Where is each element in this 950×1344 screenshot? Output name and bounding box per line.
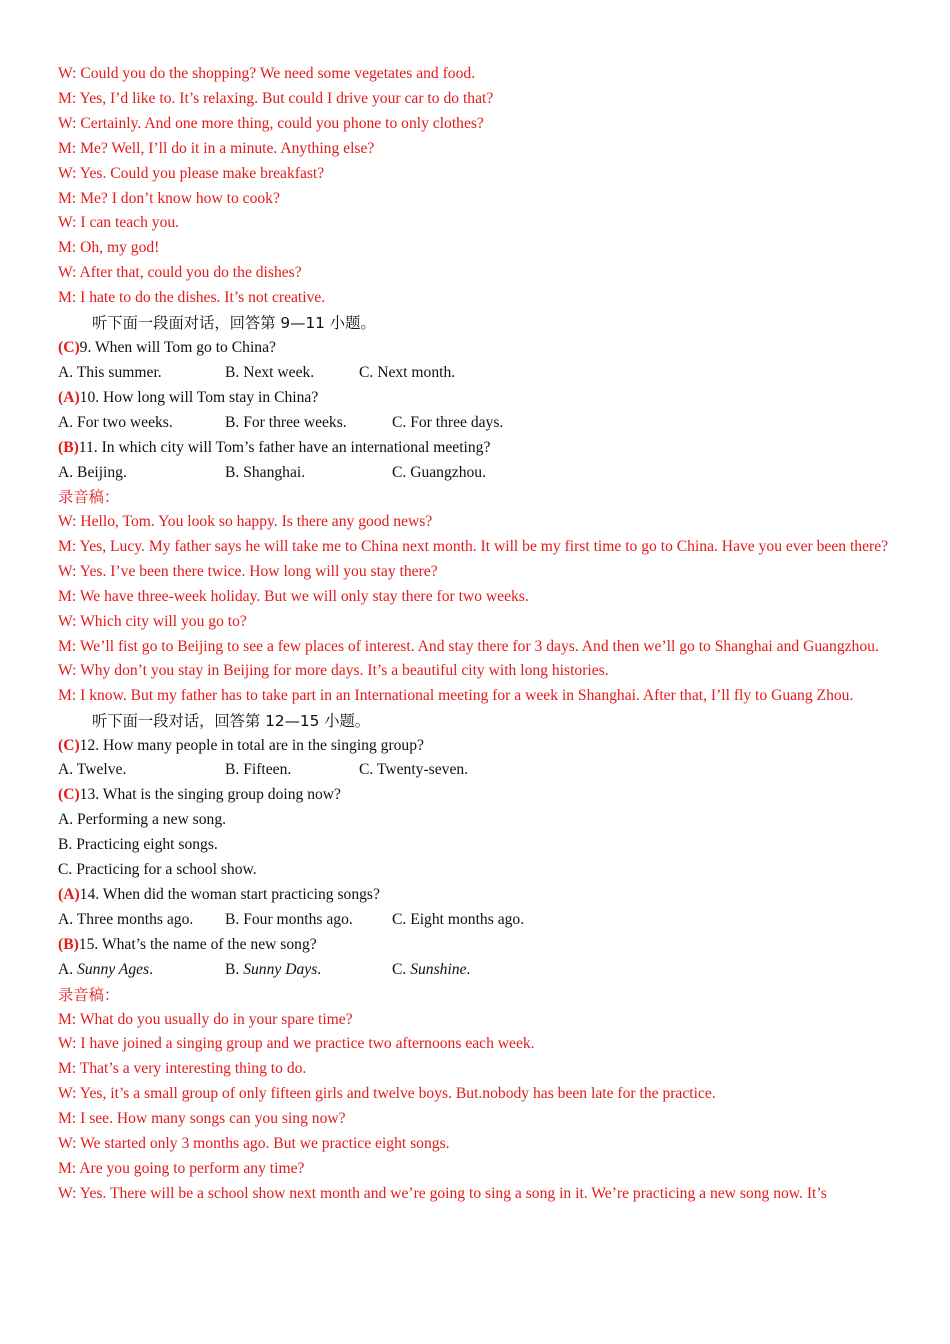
question-text: 9. When will Tom go to China? bbox=[79, 338, 276, 356]
options-row bbox=[58, 461, 891, 486]
question-15 bbox=[58, 933, 891, 958]
option-suffix: . bbox=[149, 960, 154, 978]
answer-key: (C) bbox=[58, 338, 80, 356]
transcript-line: M: Yes, I’d like to. It’s relaxing. But could I drive your car to do that? bbox=[58, 89, 494, 107]
transcript-line: W: Yes. There will be a school show next month and we’re going to sing a song in it. We’re practicing a new song now. It’s bbox=[58, 1184, 827, 1202]
option-c: C. Guangzhou. bbox=[392, 463, 486, 481]
option-suffix: . bbox=[317, 960, 322, 978]
answer-key: (B) bbox=[58, 935, 79, 953]
answer-key: (B) bbox=[58, 438, 79, 456]
question-text: 15. What’s the name of the new song? bbox=[78, 935, 317, 953]
transcript-line: M: I see. How many songs can you sing now? bbox=[58, 1110, 346, 1128]
transcript-line: W: Yes, it’s a small group of only fifteen girls and twelve boys. But.nobody has been late for the practice. bbox=[58, 1085, 716, 1103]
options-row bbox=[58, 361, 891, 386]
question-10 bbox=[58, 386, 891, 411]
options-row bbox=[58, 411, 891, 436]
transcript-line: W: Could you do the shopping? We need some vegetates and food. bbox=[58, 65, 476, 82]
question-text: 14. When did the woman start practicing songs? bbox=[79, 885, 380, 903]
transcript-line: M: Oh, my god! bbox=[58, 239, 160, 257]
option-c: C. Next month. bbox=[359, 363, 456, 381]
transcript-line: W: We started only 3 months ago. But we practice eight songs. bbox=[58, 1135, 450, 1153]
transcript-line: W: Certainly. And one more thing, could you phone to only clothes? bbox=[58, 114, 484, 132]
options-row bbox=[58, 958, 891, 983]
transcript-line: W: Why don’t you stay in Beijing for more days. It’s a beautiful city with long histories. bbox=[58, 662, 609, 680]
question-text: 10. How long will Tom stay in China? bbox=[79, 388, 319, 406]
transcript-line: W: Which city will you go to? bbox=[58, 612, 247, 630]
transcript-line: M: I hate to do the dishes. It’s not creative. bbox=[58, 289, 326, 307]
option-c: C. Twenty-seven. bbox=[359, 761, 469, 779]
transcript-line: M: What do you usually do in your spare time? bbox=[58, 1010, 353, 1028]
option-c bbox=[392, 958, 470, 983]
transcript-line: M: Me? I don’t know how to cook? bbox=[58, 189, 280, 207]
transcript-line: M: Are you going to perform any time? bbox=[58, 1159, 305, 1177]
option-b: B. For three weeks. bbox=[225, 413, 347, 431]
transcript-line: M: That’s a very interesting thing to do. bbox=[58, 1060, 307, 1078]
option-b: B. Four months ago. bbox=[225, 910, 353, 928]
script-label: 录音稿： bbox=[58, 985, 120, 1004]
transcript-line: M: I know. But my father has to take part in an International meeting for a week in Shanghai. After that, I’ll fly to Guang Zhou. bbox=[58, 687, 854, 705]
option-b: B. Shanghai. bbox=[225, 463, 306, 481]
question-14 bbox=[58, 883, 891, 908]
option-a: A. Three months ago. bbox=[58, 910, 194, 928]
answer-key: (A) bbox=[58, 388, 80, 406]
option-b: B. Practicing eight songs. bbox=[58, 836, 218, 854]
question-9 bbox=[58, 336, 891, 361]
question-11 bbox=[58, 436, 891, 461]
song-title: Sunny Ages bbox=[77, 960, 150, 978]
option-c: C. Practicing for a school show. bbox=[58, 861, 257, 879]
answer-key: (C) bbox=[58, 786, 80, 804]
answer-key: (C) bbox=[58, 736, 80, 754]
song-title: Sunny Days bbox=[243, 960, 318, 978]
answer-key: (A) bbox=[58, 885, 80, 903]
transcript-line: W: Yes. Could you please make breakfast? bbox=[58, 164, 325, 182]
transcript-line: M: Me? Well, I’ll do it in a minute. Anything else? bbox=[58, 139, 375, 157]
option-b: B. Next week. bbox=[225, 363, 315, 381]
option-prefix: C. bbox=[392, 960, 411, 978]
transcript-line: W: Hello, Tom. You look so happy. Is there any good news? bbox=[58, 513, 433, 531]
option-a: A. Beijing. bbox=[58, 463, 127, 481]
option-b: B. Fifteen. bbox=[225, 761, 292, 779]
question-text: 13. What is the singing group doing now? bbox=[79, 786, 341, 804]
transcript-line: W: After that, could you do the dishes? bbox=[58, 264, 302, 282]
option-prefix: B. bbox=[225, 960, 244, 978]
transcript-line: W: I can teach you. bbox=[58, 214, 180, 232]
song-title: Sunshine bbox=[410, 960, 467, 978]
option-c: C. For three days. bbox=[392, 413, 504, 431]
transcript-line: M: Yes, Lucy. My father says he will take me to China next month. It will be my first time to go to China. Have you ever been there? bbox=[58, 538, 889, 556]
question-13 bbox=[58, 783, 891, 808]
option-a: A. Performing a new song. bbox=[58, 811, 227, 829]
option-suffix: . bbox=[466, 960, 471, 978]
question-text: 12. How many people in total are in the singing group? bbox=[79, 736, 424, 754]
option-a bbox=[58, 958, 225, 983]
transcript-line: W: Yes. I’ve been there twice. How long will you stay there? bbox=[58, 562, 438, 580]
transcript-line: M: We’ll fist go to Beijing to see a few places of interest. And stay there for 3 days. And then we’ll go to Shanghai and Guangzhou. bbox=[58, 637, 879, 655]
document-content bbox=[58, 62, 891, 1206]
transcript-line: W: I have joined a singing group and we practice two afternoons each week. bbox=[58, 1035, 535, 1053]
script-label: 录音稿： bbox=[58, 488, 120, 507]
options-row bbox=[58, 758, 891, 783]
question-text: 11. In which city will Tom’s father have an international meeting? bbox=[78, 438, 491, 456]
section-heading: 听下面一段对话，回答第 12—15 小题。 bbox=[92, 711, 371, 730]
option-a: A. This summer. bbox=[58, 363, 162, 381]
option-a: A. Twelve. bbox=[58, 761, 127, 779]
option-c: C. Eight months ago. bbox=[392, 910, 525, 928]
option-b bbox=[225, 958, 392, 983]
section-heading: 听下面一段面对话，回答第 9—11 小题。 bbox=[92, 314, 376, 333]
transcript-line: M: We have three-week holiday. But we will only stay there for two weeks. bbox=[58, 587, 529, 605]
option-a: A. For two weeks. bbox=[58, 413, 173, 431]
question-12 bbox=[58, 734, 891, 759]
option-prefix: A. bbox=[58, 960, 78, 978]
options-row bbox=[58, 908, 891, 933]
